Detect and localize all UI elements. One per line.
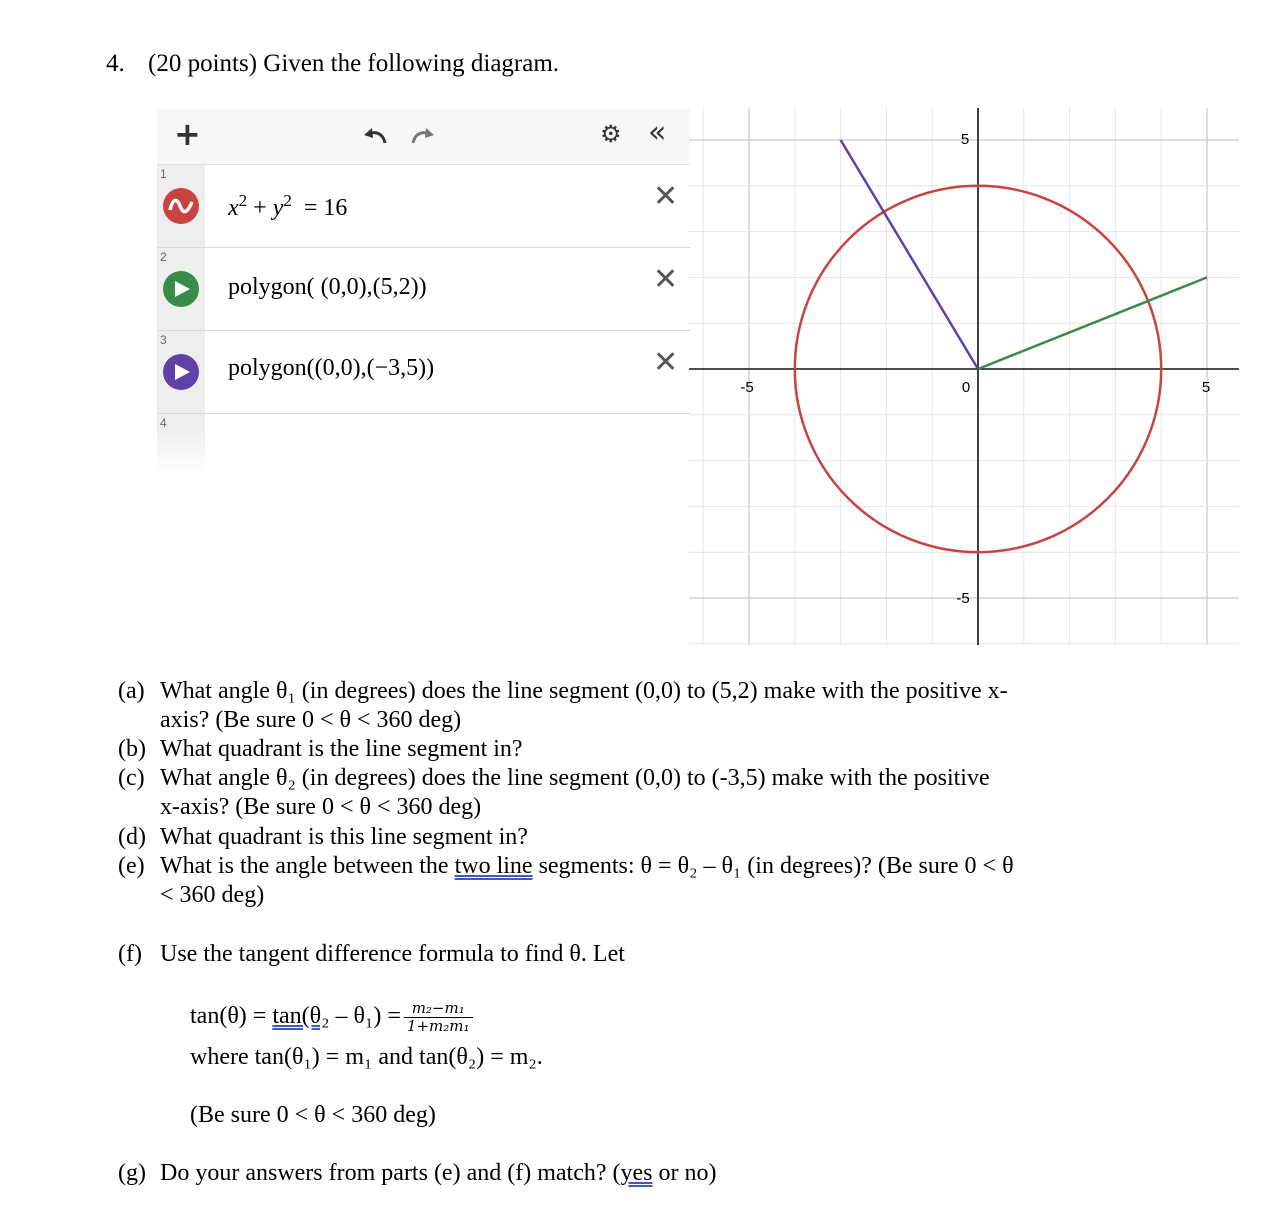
expression-row-2[interactable]: [157, 248, 690, 331]
play-icon[interactable]: [163, 271, 199, 307]
y-tick-label: -5: [956, 590, 970, 607]
expression-circle[interactable]: $x^2 + y^2 = 16$: [228, 191, 348, 221]
part-c-label: (c): [118, 765, 145, 791]
part-g-post: or no): [652, 1160, 717, 1186]
fraction-numerator: m₂−m₁: [404, 1000, 473, 1018]
axes: [689, 108, 1239, 645]
part-g-line1: [160, 1159, 716, 1188]
expression-row-3[interactable]: [157, 331, 690, 414]
part-a-label: (a): [118, 678, 145, 704]
formula-post: – θ₁) =: [329, 1003, 401, 1030]
expression-row-4[interactable]: [157, 414, 690, 484]
formula-fraction: [404, 1000, 473, 1035]
expression-row-1[interactable]: [157, 165, 690, 248]
formula-pre: tan(θ) =: [190, 1003, 273, 1030]
part-f-line1: Use the tangent difference formula to find θ. Let: [160, 941, 625, 967]
wave-glyph: [163, 188, 199, 224]
part-c-line1: What angle θ₂ (in degrees) does the line segment (0,0) to (-3,5) make with the positive: [160, 765, 990, 791]
expression-panel: [157, 109, 690, 489]
part-e-pre: What is the angle between the: [160, 853, 455, 879]
redo-icon[interactable]: [409, 125, 437, 147]
part-a-line2: axis? (Be sure 0 < θ < 360 deg): [160, 707, 462, 733]
part-e-post: segments: θ = θ₂ – θ₁ (in degrees)? (Be sure 0 < θ: [532, 853, 1014, 879]
part-g-pre: Do your answers from parts (e) and (f) match? (: [160, 1160, 621, 1186]
row-number: 2: [160, 250, 167, 264]
x-tick-label: -5: [740, 379, 754, 396]
row-number: 3: [160, 333, 167, 347]
part-d-line1: What quadrant is this line segment in?: [160, 824, 528, 850]
question-title: (20 points) Given the following diagram.: [148, 50, 560, 77]
delete-expression-icon[interactable]: ✕: [653, 345, 679, 380]
purple-segment: [841, 140, 978, 369]
formula-underlined: tan(θ₂: [272, 1003, 330, 1030]
graph-paper[interactable]: [689, 108, 1239, 645]
undo-icon[interactable]: [361, 125, 389, 147]
question-number: 4.: [106, 50, 125, 77]
part-g-label: (g): [118, 1160, 146, 1186]
question-heading: [106, 50, 559, 78]
part-f-label: (f): [118, 941, 142, 967]
x-tick-label: 5: [1201, 379, 1211, 396]
add-expression-icon[interactable]: +: [174, 115, 201, 153]
part-b-label: (b): [118, 736, 146, 762]
row-number: 1: [160, 167, 167, 181]
delete-expression-icon[interactable]: ✕: [653, 262, 679, 297]
part-e-line1: [160, 852, 1014, 881]
part-f-where: where tan(θ₁) = m₁ and tan(θ₂) = m₂.: [190, 1044, 543, 1070]
delete-expression-icon[interactable]: ✕: [653, 179, 679, 214]
part-b-line1: What quadrant is the line segment in?: [160, 736, 523, 762]
y-tick-label: 5: [960, 131, 970, 148]
collapse-icon[interactable]: «: [648, 115, 667, 150]
expression-toolbar: [157, 109, 690, 165]
play-glyph: [163, 354, 199, 390]
grid-lines: [689, 108, 1239, 645]
gear-icon[interactable]: ⚙: [600, 120, 622, 148]
part-d-label: (d): [118, 824, 146, 850]
expression-polygon-green[interactable]: polygon( (0,0),(5,2)): [228, 274, 427, 300]
part-a-line1: What angle θ₁ (in degrees) does the line segment (0,0) to (5,2) make with the positive x-: [160, 678, 1008, 704]
row-number: 4: [160, 416, 167, 430]
part-g-underlined: yes: [620, 1160, 653, 1186]
part-c-line2: x-axis? (Be sure 0 < θ < 360 deg): [160, 794, 482, 820]
wave-icon[interactable]: [163, 188, 199, 224]
play-icon[interactable]: [163, 354, 199, 390]
circle-rhs: 16: [323, 195, 348, 221]
part-e-underlined: two line: [454, 853, 533, 879]
fraction-denominator: 1+m₂m₁: [406, 1017, 470, 1035]
part-f-besure: (Be sure 0 < θ < 360 deg): [190, 1102, 436, 1128]
play-glyph: [163, 271, 199, 307]
plotted-curves: [795, 140, 1207, 552]
equals-sign: =: [303, 195, 318, 221]
tangent-formula: [190, 1000, 473, 1035]
expression-polygon-purple[interactable]: polygon((0,0),(−3,5)): [228, 355, 435, 381]
x-tick-label: 0: [961, 379, 971, 396]
part-e-label: (e): [118, 853, 145, 879]
part-e-line2: < 360 deg): [160, 882, 265, 908]
